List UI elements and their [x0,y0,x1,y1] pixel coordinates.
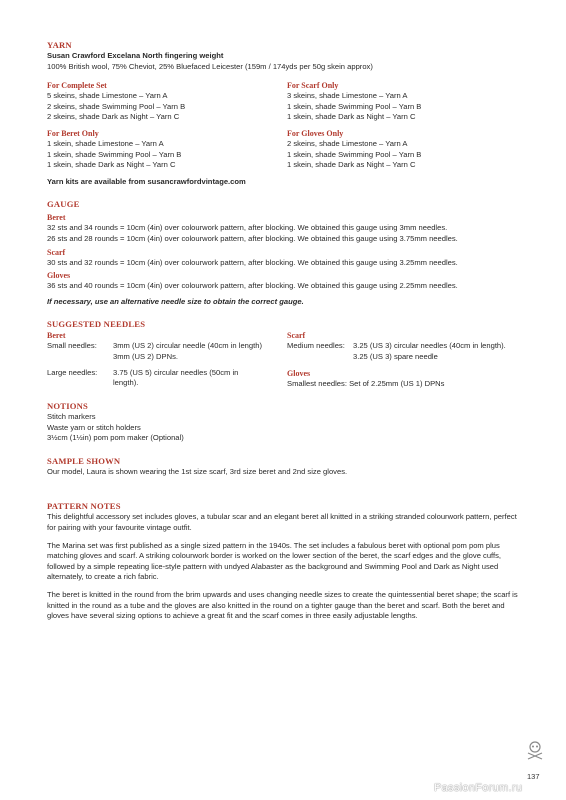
beret-only-block [47,128,287,171]
small-needles-label: Small needles: [47,341,97,351]
small-needles-line: 3mm (US 2) DPNs. [113,351,178,361]
yarn-section [47,40,527,187]
medium-needles-label: Medium needles: [287,341,345,351]
medium-needles-row [287,341,527,362]
gloves-only-title: For Gloves Only [287,128,344,138]
complete-set-block [47,80,287,123]
gauge-heading: GAUGE [47,199,80,210]
needles-heading: SUGGESTED NEEDLES [47,319,146,330]
large-needles-label: Large needles: [47,367,98,377]
complete-set-line: 2 skeins, shade Dark as Night – Yarn C [47,112,180,122]
yarn-brand: Susan Crawford Excelana North fingering weight [47,51,224,60]
needles-beret-title: Beret [47,331,66,341]
small-needles-line: 3mm (US 2) circular needle (40cm in length) [113,341,262,351]
small-needles-row [47,341,287,362]
gauge-beret-title: Beret [47,213,66,223]
scarf-only-line: 1 skein, shade Swimming Pool – Yarn B [287,101,422,111]
large-needles-text [113,368,275,389]
gloves-only-line: 1 skein, shade Dark as Night – Yarn C [287,160,416,170]
yarn-kits-note: Yarn kits are available from susancrawfordvintage.com [47,176,246,186]
gauge-gloves-line: 36 sts and 40 rounds = 10cm (4in) over colourwork pattern, after blocking. We obtained this gauge using 2.25mm needles. [47,281,458,291]
complete-set-line: 5 skeins, shade Limestone – Yarn A [47,91,168,101]
beret-only-line: 1 skein, shade Dark as Night – Yarn C [47,160,176,170]
scarf-only-line: 3 skeins, shade Limestone – Yarn A [287,91,408,101]
gloves-only-block [287,128,527,171]
notion-item: Waste yarn or stitch holders [47,422,141,432]
page-number: 137 [527,772,540,781]
scarf-only-block [287,80,527,123]
beret-only-line: 1 skein, shade Limestone – Yarn A [47,138,164,148]
scarf-only-title: For Scarf Only [287,81,339,91]
needles-columns [47,330,527,389]
notion-item: Stitch markers [47,412,96,422]
large-needles-row [47,368,287,389]
gloves-only-line: 1 skein, shade Swimming Pool – Yarn B [287,149,422,159]
gauge-scarf-line: 30 sts and 32 rounds = 10cm (4in) over colourwork pattern, after blocking. We obtained this gauge using 3.25mm needles. [47,257,458,267]
complete-set-title: For Complete Set [47,81,107,91]
gauge-note: If necessary, use an alternative needle size to obtain the correct gauge. [47,296,304,306]
gauge-beret-line: 32 sts and 34 rounds = 10cm (4in) over colourwork pattern, after blocking. We obtained this gauge using 3mm needles. [47,223,448,233]
sample-heading: SAMPLE SHOWN [47,455,121,466]
pattern-notes-paragraph: This delightful accessory set includes gloves, a tubular scar and an elegant beret all knitted in a striking stranded colourwork pattern, perfect for pairing with your favourite vintage outfit. [47,512,517,533]
complete-set-line: 2 skeins, shade Swimming Pool – Yarn B [47,101,186,111]
notions-heading: NOTIONS [47,401,89,412]
beret-only-line: 1 skein, shade Swimming Pool – Yarn B [47,149,182,159]
needles-scarf-title: Scarf [287,331,306,341]
pattern-notes-heading: PATTERN NOTES [47,501,121,512]
notions-section [47,401,527,444]
notion-item: 3½cm (1½in) pom pom maker (Optional) [47,433,184,443]
skull-crossbones-icon [524,739,546,761]
gauge-beret-line: 26 sts and 28 rounds = 10cm (4in) over colourwork pattern, after blocking. We obtained this gauge using 3.75mm needles. [47,233,458,243]
needles-section [47,319,527,389]
page-content [47,40,527,622]
needles-gloves-title: Gloves [287,368,311,378]
gauge-scarf-title: Scarf [47,247,66,257]
pattern-notes-paragraph: The beret is knitted in the round from the brim upwards and uses changing needle sizes to create the quintessential beret shape; the scarf is knitted in the round as a tube and the gloves are also knitted in the round on a tighter gauge than the beret and scarf. Both the beret and gloves have several sizing options to achieve a great fit and the scarf comes in three easily adjustable lengths. [47,590,518,621]
yarn-fibre: 100% British wool, 75% Cheviot, 25% Bluefaced Leicester (159m / 174yds per 50g skein approx) [47,61,373,71]
yarn-quantities-row-1 [47,80,527,123]
sample-section [47,456,527,478]
large-needles-line: length). [113,378,139,388]
yarn-quantities-row-2 [47,128,527,171]
scarf-only-line: 1 skein, shade Dark as Night – Yarn C [287,112,416,122]
gauge-section [47,199,527,307]
smallest-needles-text: Set of 2.25mm (US 1) DPNs [349,378,445,388]
smallest-needles-label: Smallest needles: [287,378,347,388]
yarn-heading: YARN [47,40,72,50]
sample-text: Our model, Laura is shown wearing the 1st size scarf, 3rd size beret and 2nd size gloves. [47,466,348,476]
smallest-needles-row [287,379,527,390]
gauge-gloves-title: Gloves [47,271,71,281]
large-needles-line: 3.75 (US 5) circular needles (50cm in [113,367,239,377]
needles-beret-column [47,330,287,389]
pattern-notes-paragraph: The Marina set was first published as a single sized pattern in the 1940s. The set includes a fabulous beret with optional pom pom plus matching gloves and scarf. A striking colourwork border is worked on the lower section of the beret, the scarf edges and the glove cuffs, followed by a simple repeating lice-style pattern with undyed Alabaster as the background and Swimming Pool and Dark as Night used alternately, to create a rich fabric. [47,540,502,582]
gloves-only-line: 2 skeins, shade Limestone – Yarn A [287,138,408,148]
pattern-notes-section [47,501,527,621]
beret-only-title: For Beret Only [47,128,99,138]
medium-needles-line: 3.25 (US 3) spare needle [353,351,438,361]
needles-scarf-gloves-column [287,330,527,389]
medium-needles-line: 3.25 (US 3) circular needles (40cm in length). [353,341,506,351]
watermark: PassionForum.ru [434,782,523,794]
small-needles-text [113,341,275,362]
medium-needles-text [353,341,506,362]
